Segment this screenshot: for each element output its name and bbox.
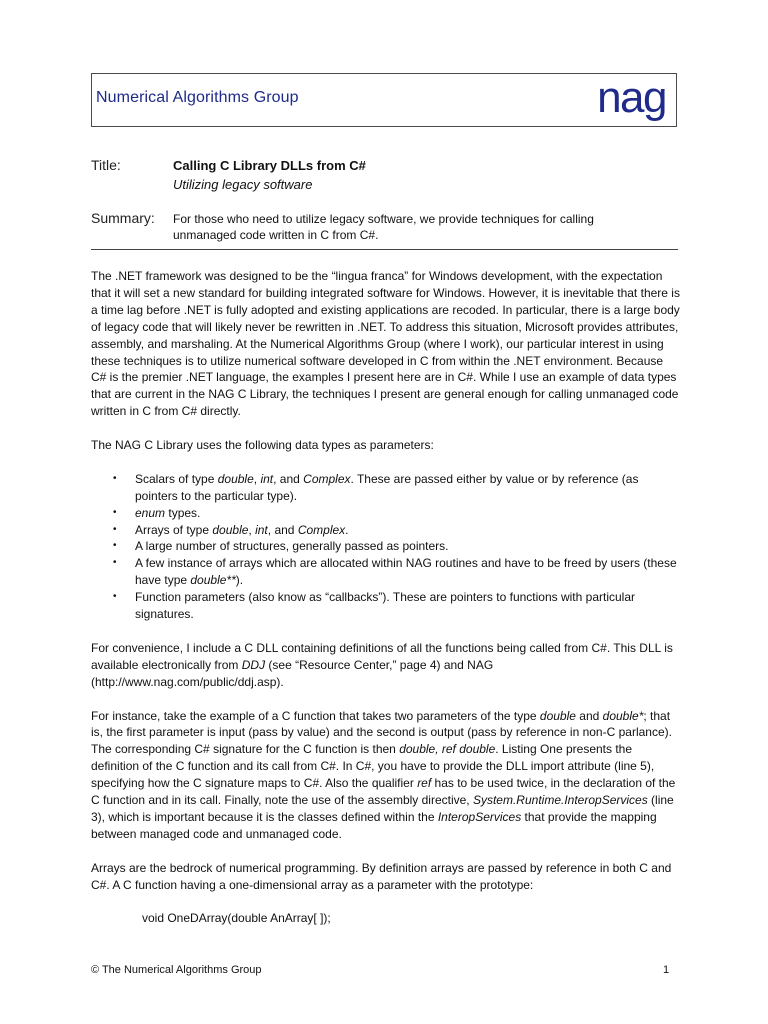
document-title: Calling C Library DLLs from C#	[173, 158, 366, 173]
title-label: Title:	[91, 157, 121, 173]
footer-copyright: © The Numerical Algorithms Group	[91, 964, 262, 976]
list-item: • A large number of structures, generally passed as pointers.	[91, 538, 681, 555]
list-item: • A few instance of arrays which are allocated within NAG routines and have to be freed by users (these have type double**).	[91, 555, 681, 589]
data-types-list	[91, 471, 681, 623]
paragraph-intro: The .NET framework was designed to be the “lingua franca” for Windows development, with the expectation that it will set a new standard for building integrated software for Windows. However, it is inevitable that there is a time lag before .NET is fully adopted and existing applications are recoded. In particular, there is a large body of legacy code that will likely never be rewritten in .NET. To address this situation, Microsoft provides attributes, assembly, and marshaling. At the Numerical Algorithms Group (where I work), our particular interest in using these techniques is to utilize numerical software developed in C from within the .NET environment. Because C# is the premier .NET language, the examples I present here are in C#. While I use an example of data types that are current in the NAG C Library, the techniques I present are general enough for calling unmanaged code written in C from C# directly.	[91, 269, 680, 419]
page-number: 1	[663, 964, 670, 976]
document-subtitle: Utilizing legacy software	[173, 177, 313, 192]
summary-label: Summary:	[91, 210, 155, 226]
paragraph-convenience: For convenience, I include a C DLL containing definitions of all the functions being called from C#. This DLL is available electronically from DDJ (see “Resource Center,” page 4) and NAG (http://www.nag.com/public/ddj.asp).	[91, 640, 673, 689]
nag-logo: nag	[597, 73, 666, 122]
header-banner	[91, 73, 677, 127]
header-divider	[91, 249, 678, 250]
paragraph-arrays: Arrays are the bedrock of numerical programming. By definition arrays are passed by reference in both C and C#. A C function having a one-dimensional array as a parameter with the prototype:	[91, 860, 672, 892]
article-body	[91, 268, 681, 944]
list-item: • Scalars of type double, int, and Complex. These are passed either by value or by reference (as pointers to the particular type).	[91, 471, 681, 505]
paragraph-data-types-intro: The NAG C Library uses the following data types as parameters:	[91, 438, 434, 453]
paragraph-example: For instance, take the example of a C function that takes two parameters of the type double and double*; that is, the first parameter is input (pass by value) and the second is output (pass by reference in non-C parlance). The corresponding C# signature for the C function is then double, ref double. Listing One presents the definition of the C function and its call from C#. In C#, you have to provide the DLL import attribute (line 5), specifying how the C signature maps to C#. Also the qualifier ref has to be used twice, in the declaration of the C function and in its call. Finally, note the use of the assembly directive, System.Runtime.InteropServices (line 3), which is important because it is the classes defined within the InteropServices that provide the mapping between managed code and unmanaged code.	[91, 708, 676, 841]
list-item: • Function parameters (also know as “callbacks”). These are pointers to functions with particular signatures.	[91, 589, 681, 623]
organization-name: Numerical Algorithms Group	[96, 89, 299, 106]
summary-text: For those who need to utilize legacy software, we provide techniques for calling unmanaged code written in C from C#.	[173, 212, 594, 242]
list-item: • Arrays of type double, int, and Complex.	[91, 522, 681, 539]
code-prototype: void OneDArray(double AnArray[ ]);	[142, 911, 331, 926]
list-item: • enum types.	[91, 505, 681, 522]
